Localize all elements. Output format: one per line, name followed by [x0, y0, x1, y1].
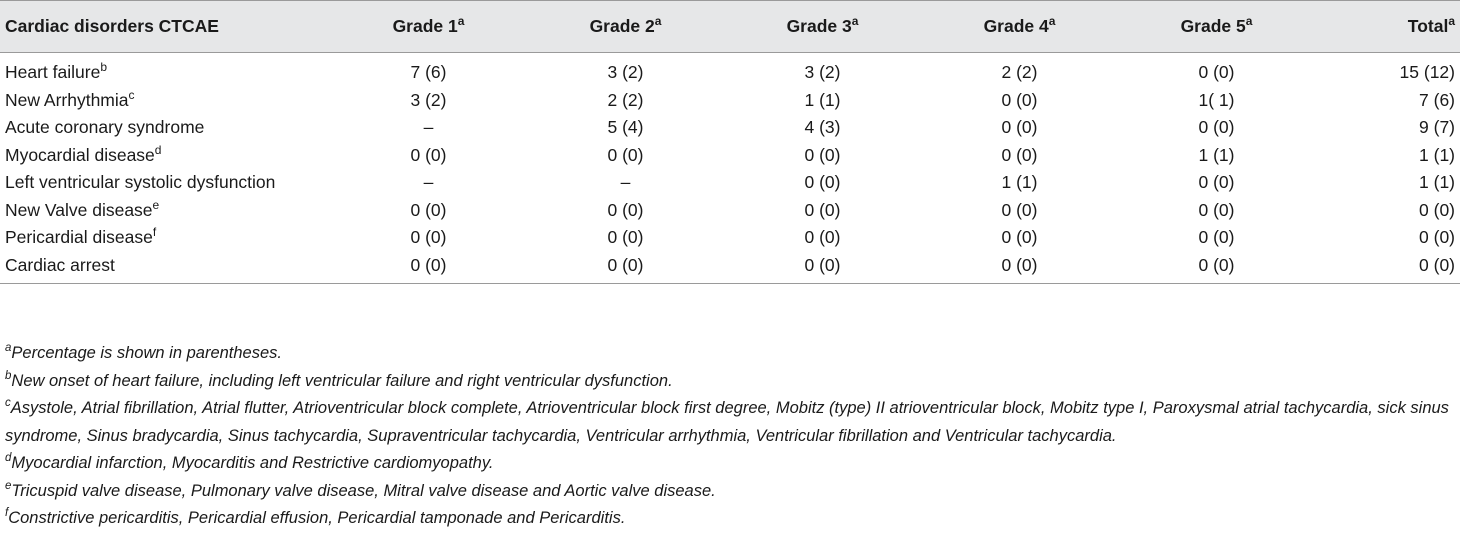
row-label-cell: [0, 252, 330, 284]
footnote: [5, 368, 1455, 396]
row-label: Acute coronary syndrome: [5, 117, 205, 137]
table-row: [0, 169, 1460, 197]
table-cell: 0 (0): [1118, 252, 1315, 284]
table-cell: 0 (0): [804, 199, 841, 220]
table-row: [0, 53, 1460, 87]
table-cell: 1 (1): [804, 89, 841, 110]
table-cell: 0 (0): [1001, 117, 1038, 137]
footnote-marker: b: [100, 60, 108, 74]
footnote-marker: f: [5, 507, 9, 519]
row-label: Cardiac arrest: [5, 254, 115, 275]
table-cell: –: [423, 172, 434, 192]
row-label: Left ventricular systolic dysfunction: [5, 172, 276, 192]
header-row: [0, 1, 1460, 53]
footnote-text: Tricuspid valve disease, Pulmonary valve disease, Mitral valve disease and Aortic valve disease.: [11, 481, 716, 500]
row-label-cell: [0, 224, 330, 252]
column-header-label: Total: [1407, 16, 1449, 36]
table-cell: 0 (0): [921, 252, 1118, 284]
footnote-marker: d: [5, 452, 12, 464]
row-label-cell: [0, 87, 330, 115]
table-row: [0, 114, 1460, 142]
footnote-marker: a: [654, 14, 662, 28]
column-header: [330, 1, 527, 53]
column-header: [1118, 1, 1315, 53]
row-label: Heart failure: [5, 62, 101, 82]
row-label: Myocardial disease: [5, 144, 155, 165]
table-cell: 0 (0): [1001, 227, 1038, 247]
table-cell: 2 (2): [607, 89, 644, 110]
table-cell: 15 (12): [1399, 62, 1455, 82]
table-cell: 1 (1): [1198, 144, 1235, 165]
table-row: [0, 142, 1460, 170]
row-label-cell: [0, 114, 330, 142]
footnote-text: Asystole, Atrial fibrillation, Atrial flutter, Atrioventricular block complete, Atrioventricular block first degree, Mobitz (type) II atrioventricular block, Mobitz type I, Paroxysmal atrial tachycardia, sick sinus syndrome, Sinus bradycardia, Sinus tachycardia, Supraventricular tachycardia, Ventricular arrhythmia, Ventricular fibrillation and Ventricular tachycardia.: [5, 399, 1449, 445]
table-cell: 0 (0): [607, 144, 644, 165]
column-header-label: Cardiac disorders CTCAE: [5, 16, 219, 36]
table-cell: 1 (1): [1001, 172, 1038, 192]
table-cell: 3 (2): [410, 89, 447, 110]
table-cell: 2 (2): [1001, 62, 1038, 82]
table-cell: 0 (0): [607, 199, 644, 220]
column-header-label: Grade 4: [983, 16, 1049, 36]
footnote-marker: c: [128, 87, 135, 102]
footnote-marker: a: [5, 342, 12, 354]
footnote-marker: c: [5, 397, 11, 409]
footnote-text: Constrictive pericarditis, Pericardial effusion, Pericardial tamponade and Pericarditis.: [8, 509, 626, 527]
table-cell: 0 (0): [1198, 117, 1235, 137]
row-label: New Arrhythmia: [5, 89, 129, 110]
table-cell: –: [620, 172, 631, 192]
table-header: [0, 1, 1460, 53]
table-row: [0, 252, 1460, 284]
table-cell: 3 (2): [607, 62, 644, 82]
footnote: [5, 505, 1455, 533]
row-label: New Valve disease: [5, 199, 153, 220]
footnote-marker: a: [1448, 14, 1455, 28]
footnote-text: Percentage is shown in parentheses.: [11, 344, 282, 362]
table-cell: 0 (0): [1419, 199, 1455, 220]
footnote-marker: f: [152, 225, 157, 239]
table-cell: 1 (1): [1419, 172, 1455, 192]
table-cell: 0 (0): [1198, 227, 1235, 247]
table-row: [0, 224, 1460, 252]
table-cell: 0 (0): [804, 144, 841, 165]
column-header-label: Grade 3: [786, 16, 852, 36]
footnote-marker: e: [5, 479, 12, 492]
footnote: [5, 478, 1455, 506]
table-cell: 0 (0): [410, 199, 447, 220]
table-cell: 1 (1): [1419, 144, 1455, 165]
footnote: [5, 450, 1455, 478]
row-label-cell: [0, 197, 330, 225]
table-cell: 0 (0): [330, 252, 527, 284]
table-cell: 0 (0): [1001, 144, 1038, 165]
table-cell: 3 (2): [804, 62, 841, 82]
table-cell: 0 (0): [527, 252, 724, 284]
table-cell: 0 (0): [1198, 172, 1235, 192]
footnote-marker: a: [457, 14, 465, 28]
footnote: [5, 395, 1455, 450]
footnote-text: New onset of heart failure, including left ventricular failure and right ventricular dysfunction.: [11, 371, 673, 390]
table-cell: 9 (7): [1419, 117, 1455, 137]
table-cell: 7 (6): [410, 62, 447, 82]
table-cell: 7 (6): [1419, 89, 1455, 110]
column-header: [527, 1, 724, 53]
footnote: [5, 340, 1455, 368]
table-cell: 1( 1): [1198, 89, 1235, 110]
column-header: [0, 1, 330, 53]
row-label-cell: [0, 53, 330, 87]
table-cell: 0 (0): [410, 144, 447, 165]
column-header-label: Grade 1: [392, 16, 458, 36]
table-cell: 0 (0): [804, 227, 841, 247]
table-cell: 5 (4): [607, 117, 644, 137]
footnotes: [5, 340, 1455, 533]
table-body: [0, 53, 1460, 284]
footnote-marker: b: [5, 369, 12, 382]
footnote-marker: a: [851, 14, 859, 28]
table-cell: 0 (0): [607, 227, 644, 247]
column-header-label: Grade 5: [1180, 16, 1246, 36]
table-cell: 0 (0): [1001, 199, 1038, 220]
table-cell: –: [423, 117, 434, 137]
table-cell: 0 (0): [1198, 199, 1235, 220]
footnote-marker: d: [154, 142, 162, 157]
table-cell: 0 (0): [1419, 227, 1455, 247]
row-label-cell: [0, 142, 330, 170]
table-cell: 0 (0): [1315, 252, 1460, 284]
table-cell: 4 (3): [804, 117, 841, 137]
row-label-cell: [0, 169, 330, 197]
table-cell: 0 (0): [1001, 89, 1038, 110]
table-cell: 0 (0): [724, 252, 921, 284]
table-row: [0, 87, 1460, 115]
column-header: [1315, 1, 1460, 53]
column-header-label: Grade 2: [589, 16, 655, 36]
footnote-text: Myocardial infarction, Myocarditis and Restrictive cardiomyopathy.: [11, 454, 494, 472]
column-header: [724, 1, 921, 53]
table-row: [0, 197, 1460, 225]
footnote-marker: a: [1048, 14, 1056, 28]
footnote-marker: e: [152, 197, 160, 212]
footnote-marker: a: [1245, 14, 1253, 28]
table-cell: 0 (0): [1198, 62, 1235, 82]
column-header: [921, 1, 1118, 53]
row-label: Pericardial disease: [5, 227, 153, 247]
table-cell: 0 (0): [804, 172, 841, 192]
table-cell: 0 (0): [410, 227, 447, 247]
